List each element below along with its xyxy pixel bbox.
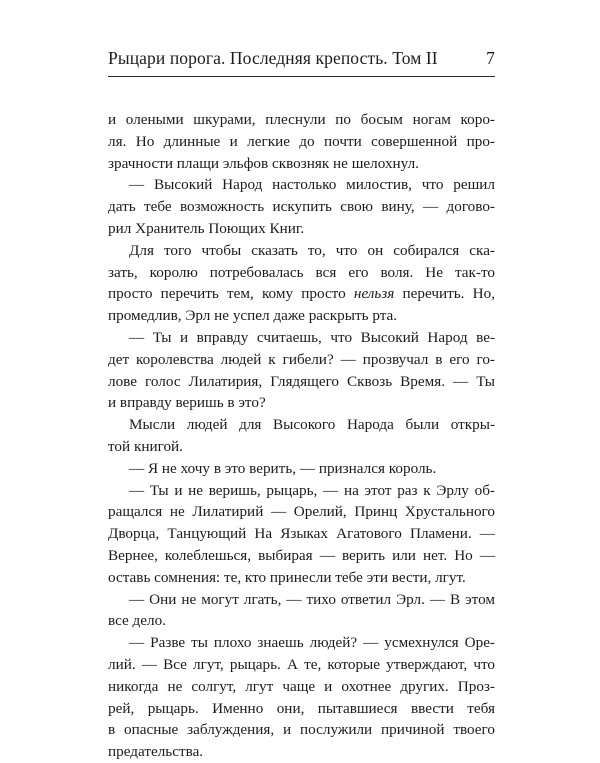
text-line: Вернее, колеблешься, выбирая — верить или нет. Но —	[108, 546, 495, 564]
text-line: никогда не солгут, лгут чаще и охотнее других. Проз-	[108, 677, 495, 695]
italic-emphasis: нельзя	[353, 285, 395, 303]
text-line: той книгой.	[108, 437, 183, 455]
text-line: — Высокий Народ настолько милостив, что решил	[129, 176, 495, 194]
text-segment: просто перечить тем, кому просто	[108, 285, 346, 303]
text-line: ля. Но длинные и легкие до почти совершенной про-	[108, 132, 495, 150]
running-header	[108, 46, 495, 70]
text-line: рей, рыцарь. Именно они, пытавшиеся ввести тебя	[108, 699, 495, 717]
text-line: дать тебе возможность искупить свою вину, — догово-	[108, 198, 495, 216]
text-line: — Ты и вправду считаешь, что Высокий Народ ве-	[129, 328, 495, 346]
text-segment: перечить. Но,	[402, 285, 496, 303]
text-line: оставь сомнения: те, кто принесли тебе эти вести, лгут.	[108, 568, 466, 586]
text-line: и вправду веришь в это?	[108, 394, 266, 412]
text-line: предательства.	[108, 743, 204, 761]
text-line: промедлив, Эрл не успел даже раскрыть рта.	[108, 307, 398, 325]
running-title: Рыцари порога. Последняя крепость. Том II	[108, 48, 438, 68]
text-line: Мысли людей для Высокого Народа были откры-	[129, 416, 495, 434]
text-line: лове голос Лилатирия, Глядящего Сквозь Время. — Ты	[108, 372, 495, 390]
text-line: все дело.	[108, 612, 166, 630]
text-line: — Разве ты плохо знаешь людей? — усмехнулся Оре-	[129, 634, 495, 652]
text-line: лий. — Все лгут, рыцарь. А те, которые утверждают, что	[108, 655, 495, 673]
text-line	[108, 283, 495, 305]
book-page	[108, 0, 496, 761]
text-line: и олеными шкурами, плеснули по босым ногам коро-	[108, 111, 495, 128]
header-rule	[108, 76, 495, 77]
page-number: 7	[486, 48, 495, 68]
text-line: ращался не Лилатирий — Орелий, Принц Хрустального	[108, 503, 495, 521]
text-line: — Ты и не веришь, рыцарь, — на этот раз к Эрлу об-	[129, 481, 495, 499]
text-line: Дворца, Танцующий На Языках Агатового Пламени. —	[108, 525, 495, 543]
text-line: дет королевства людей к гибели? — прозвучал в его го-	[108, 350, 495, 368]
text-line: зать, королю потребовалась вся его воля. Не так-то	[108, 263, 495, 281]
text-line: Для того чтобы сказать то, что он собирался ска-	[129, 241, 495, 259]
text-line: — Они не могут лгать, — тихо ответил Эрл. — В этом	[129, 590, 495, 608]
text-line: — Я не хочу в это верить, — признался король.	[129, 459, 437, 477]
text-line: рил Хранитель Поющих Книг.	[108, 219, 305, 237]
text-line: зрачности плащи эльфов сквозняк не шелохнул.	[108, 154, 419, 172]
page-body-text	[108, 109, 495, 763]
text-line: в опасные заблуждения, и послужили причиной твоего	[108, 721, 495, 739]
